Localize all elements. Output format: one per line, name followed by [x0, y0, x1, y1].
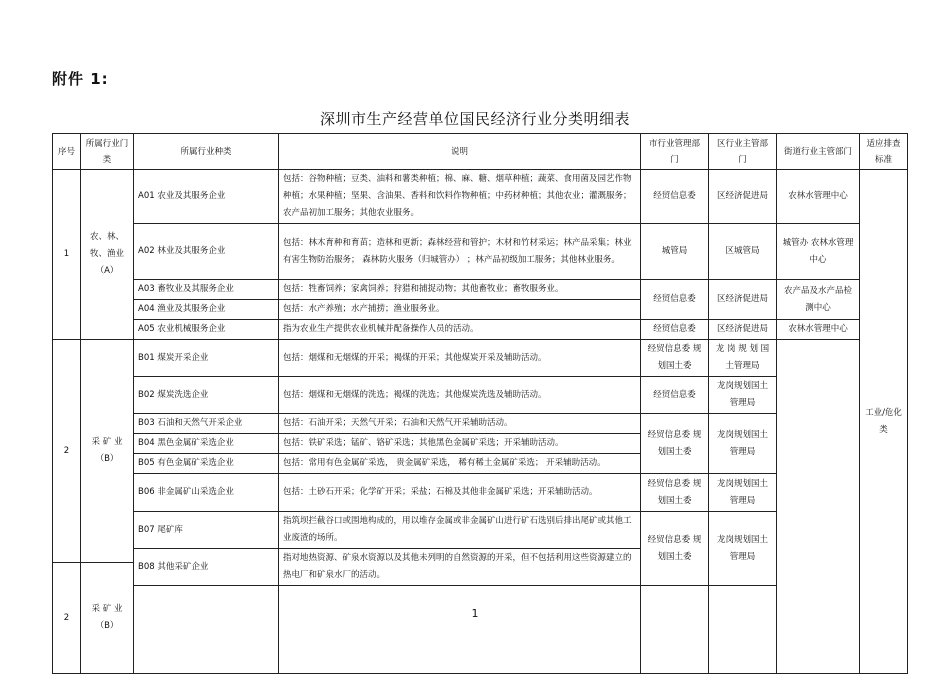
industry-desc: 指为农业生产提供农业机械并配备操作人员的活动。: [279, 320, 641, 340]
header-category: 所属行业门类: [81, 134, 134, 170]
city-dept: 经贸信息委: [641, 280, 709, 320]
header-type: 所属行业种类: [134, 134, 279, 170]
industry-desc: 包括：烟煤和无烟煤的开采；褐煤的开采；其他煤炭开采及辅助活动。: [279, 340, 641, 377]
city-dept: 经贸信息委: [641, 170, 709, 224]
district-dept-empty: [709, 586, 777, 674]
street-dept: 农产品及水产品检测中心: [777, 280, 860, 320]
industry-type: B02 煤炭洗选企业: [134, 377, 279, 414]
city-dept: 经贸信息委: [641, 377, 709, 414]
district-dept: 龙岗规划国土管理局: [709, 414, 777, 474]
industry-type: B05 有色金属矿采选企业: [134, 454, 279, 474]
industry-desc: 包括：水产养殖；水产捕捞；渔业服务业。: [279, 300, 641, 320]
district-dept: 区经济促进局: [709, 170, 777, 224]
street-dept: 农林水管理中心: [777, 320, 860, 340]
industry-desc: 包括：土砂石开采；化学矿开采；采盐；石棉及其他非金属矿采选；开采辅助活动。: [279, 474, 641, 512]
industry-type-empty: [134, 586, 279, 674]
table-row: [53, 170, 908, 224]
street-dept-empty: [777, 340, 860, 674]
industry-desc: 指对地热资源、矿泉水资源以及其他未列明的自然资源的开采，但不包括利用这些资源建立的热电厂和矿泉水厂的活动。: [279, 549, 641, 586]
table-row: [53, 224, 908, 280]
industry-type: A05 农业机械服务企业: [134, 320, 279, 340]
group-category: 采 矿 业（B）: [81, 340, 134, 563]
header-standard: 适应排查标准: [860, 134, 908, 170]
city-dept: 经贸信息委 规划国土委: [641, 474, 709, 512]
industry-classification-table: [52, 133, 908, 674]
street-dept: 农林水管理中心: [777, 170, 860, 224]
header-district: 区行业主管部门: [709, 134, 777, 170]
district-dept: 龙岗规划国土管理局: [709, 474, 777, 512]
industry-type: A01 农业及其服务企业: [134, 170, 279, 224]
header-city: 市行业管理部门: [641, 134, 709, 170]
table-row: [53, 280, 908, 300]
industry-type: B01 煤炭开采企业: [134, 340, 279, 377]
header-desc: 说明: [279, 134, 641, 170]
industry-type: B03 石油和天然气开采企业: [134, 414, 279, 434]
group-seq: 2: [53, 340, 81, 563]
industry-desc: 包括：林木育种和育苗；造林和更新；森林经营和管护；木材和竹材采运；林产品采集；林业有害生物防治服务； 森林防火服务（归城管办） ；林产品初级加工服务；其他林业服务。: [279, 224, 641, 280]
table-row: [53, 320, 908, 340]
header-row: [53, 134, 908, 170]
header-seq: 序号: [53, 134, 81, 170]
industry-type: A03 畜牧业及其服务企业: [134, 280, 279, 300]
city-dept: 经贸信息委 规划国土委: [641, 414, 709, 474]
district-dept: 区经济促进局: [709, 280, 777, 320]
city-dept: 城管局: [641, 224, 709, 280]
industry-type: B04 黑色金属矿采选企业: [134, 434, 279, 454]
industry-desc: 包括：石油开采；天然气开采；石油和天然气开采辅助活动。: [279, 414, 641, 434]
page-number: 1: [471, 607, 479, 620]
city-dept: 经贸信息委: [641, 320, 709, 340]
header-street: 街道行业主管部门: [777, 134, 860, 170]
attachment-label: 附件 1:: [52, 70, 109, 88]
industry-desc: 包括：谷物种植；豆类、油料和薯类种植；棉、麻、糖、烟草种植；蔬菜、食用菌及园艺作物种植；水果种植；坚果、含油果、香料和饮料作物种植；中药材种植；其他农业；灌溉服务；农产品初加工服务；其他农业服务。: [279, 170, 641, 224]
group-category: 农、林、牧、渔业（A）: [81, 170, 134, 340]
street-dept: 城管办 农林水管理中心: [777, 224, 860, 280]
industry-type: B07 尾矿库: [134, 512, 279, 549]
industry-type: A02 林业及其服务企业: [134, 224, 279, 280]
city-dept: 经贸信息委 规划国土委: [641, 340, 709, 377]
document-title: 深圳市生产经营单位国民经济行业分类明细表: [319, 110, 630, 128]
industry-desc: 指筑坝拦截谷口或围地构成的，用以堆存金属或非金属矿山进行矿石选别后排出尾矿或其他工业废渣的场所。: [279, 512, 641, 549]
city-dept: 经贸信息委 规划国土委: [641, 512, 709, 586]
industry-desc: 包括：铁矿采选；锰矿、铬矿采选；其他黑色金属矿采选；开采辅助活动。: [279, 434, 641, 454]
district-dept: 龙 岗 规 划 国土管理局: [709, 340, 777, 377]
district-dept: 区经济促进局: [709, 320, 777, 340]
industry-type: B08 其他采矿企业: [134, 549, 279, 586]
industry-desc: 包括：牲畜饲养；家禽饲养；狩猎和捕捉动物；其他畜牧业；畜牧服务业。: [279, 280, 641, 300]
group-seq: 1: [53, 170, 81, 340]
group-category: 采 矿 业（B）: [81, 563, 134, 674]
district-dept: 龙岗规划国土管理局: [709, 512, 777, 586]
industry-desc: 包括：烟煤和无烟煤的洗选；褐煤的洗选；其他煤炭洗选及辅助活动。: [279, 377, 641, 414]
district-dept: 龙岗规划国土管理局: [709, 377, 777, 414]
industry-desc: 包括：常用有色金属矿采选， 贵金属矿采选， 稀有稀土金属矿采选； 开采辅助活动。: [279, 454, 641, 474]
industry-type: A04 渔业及其服务企业: [134, 300, 279, 320]
industry-type: B06 非金属矿山采选企业: [134, 474, 279, 512]
standard-cell: 工业/危化类: [860, 170, 908, 674]
city-dept-empty: [641, 586, 709, 674]
table-row: [53, 340, 908, 377]
group-seq: 2: [53, 563, 81, 674]
industry-desc-empty: [279, 586, 641, 674]
district-dept: 区城管局: [709, 224, 777, 280]
